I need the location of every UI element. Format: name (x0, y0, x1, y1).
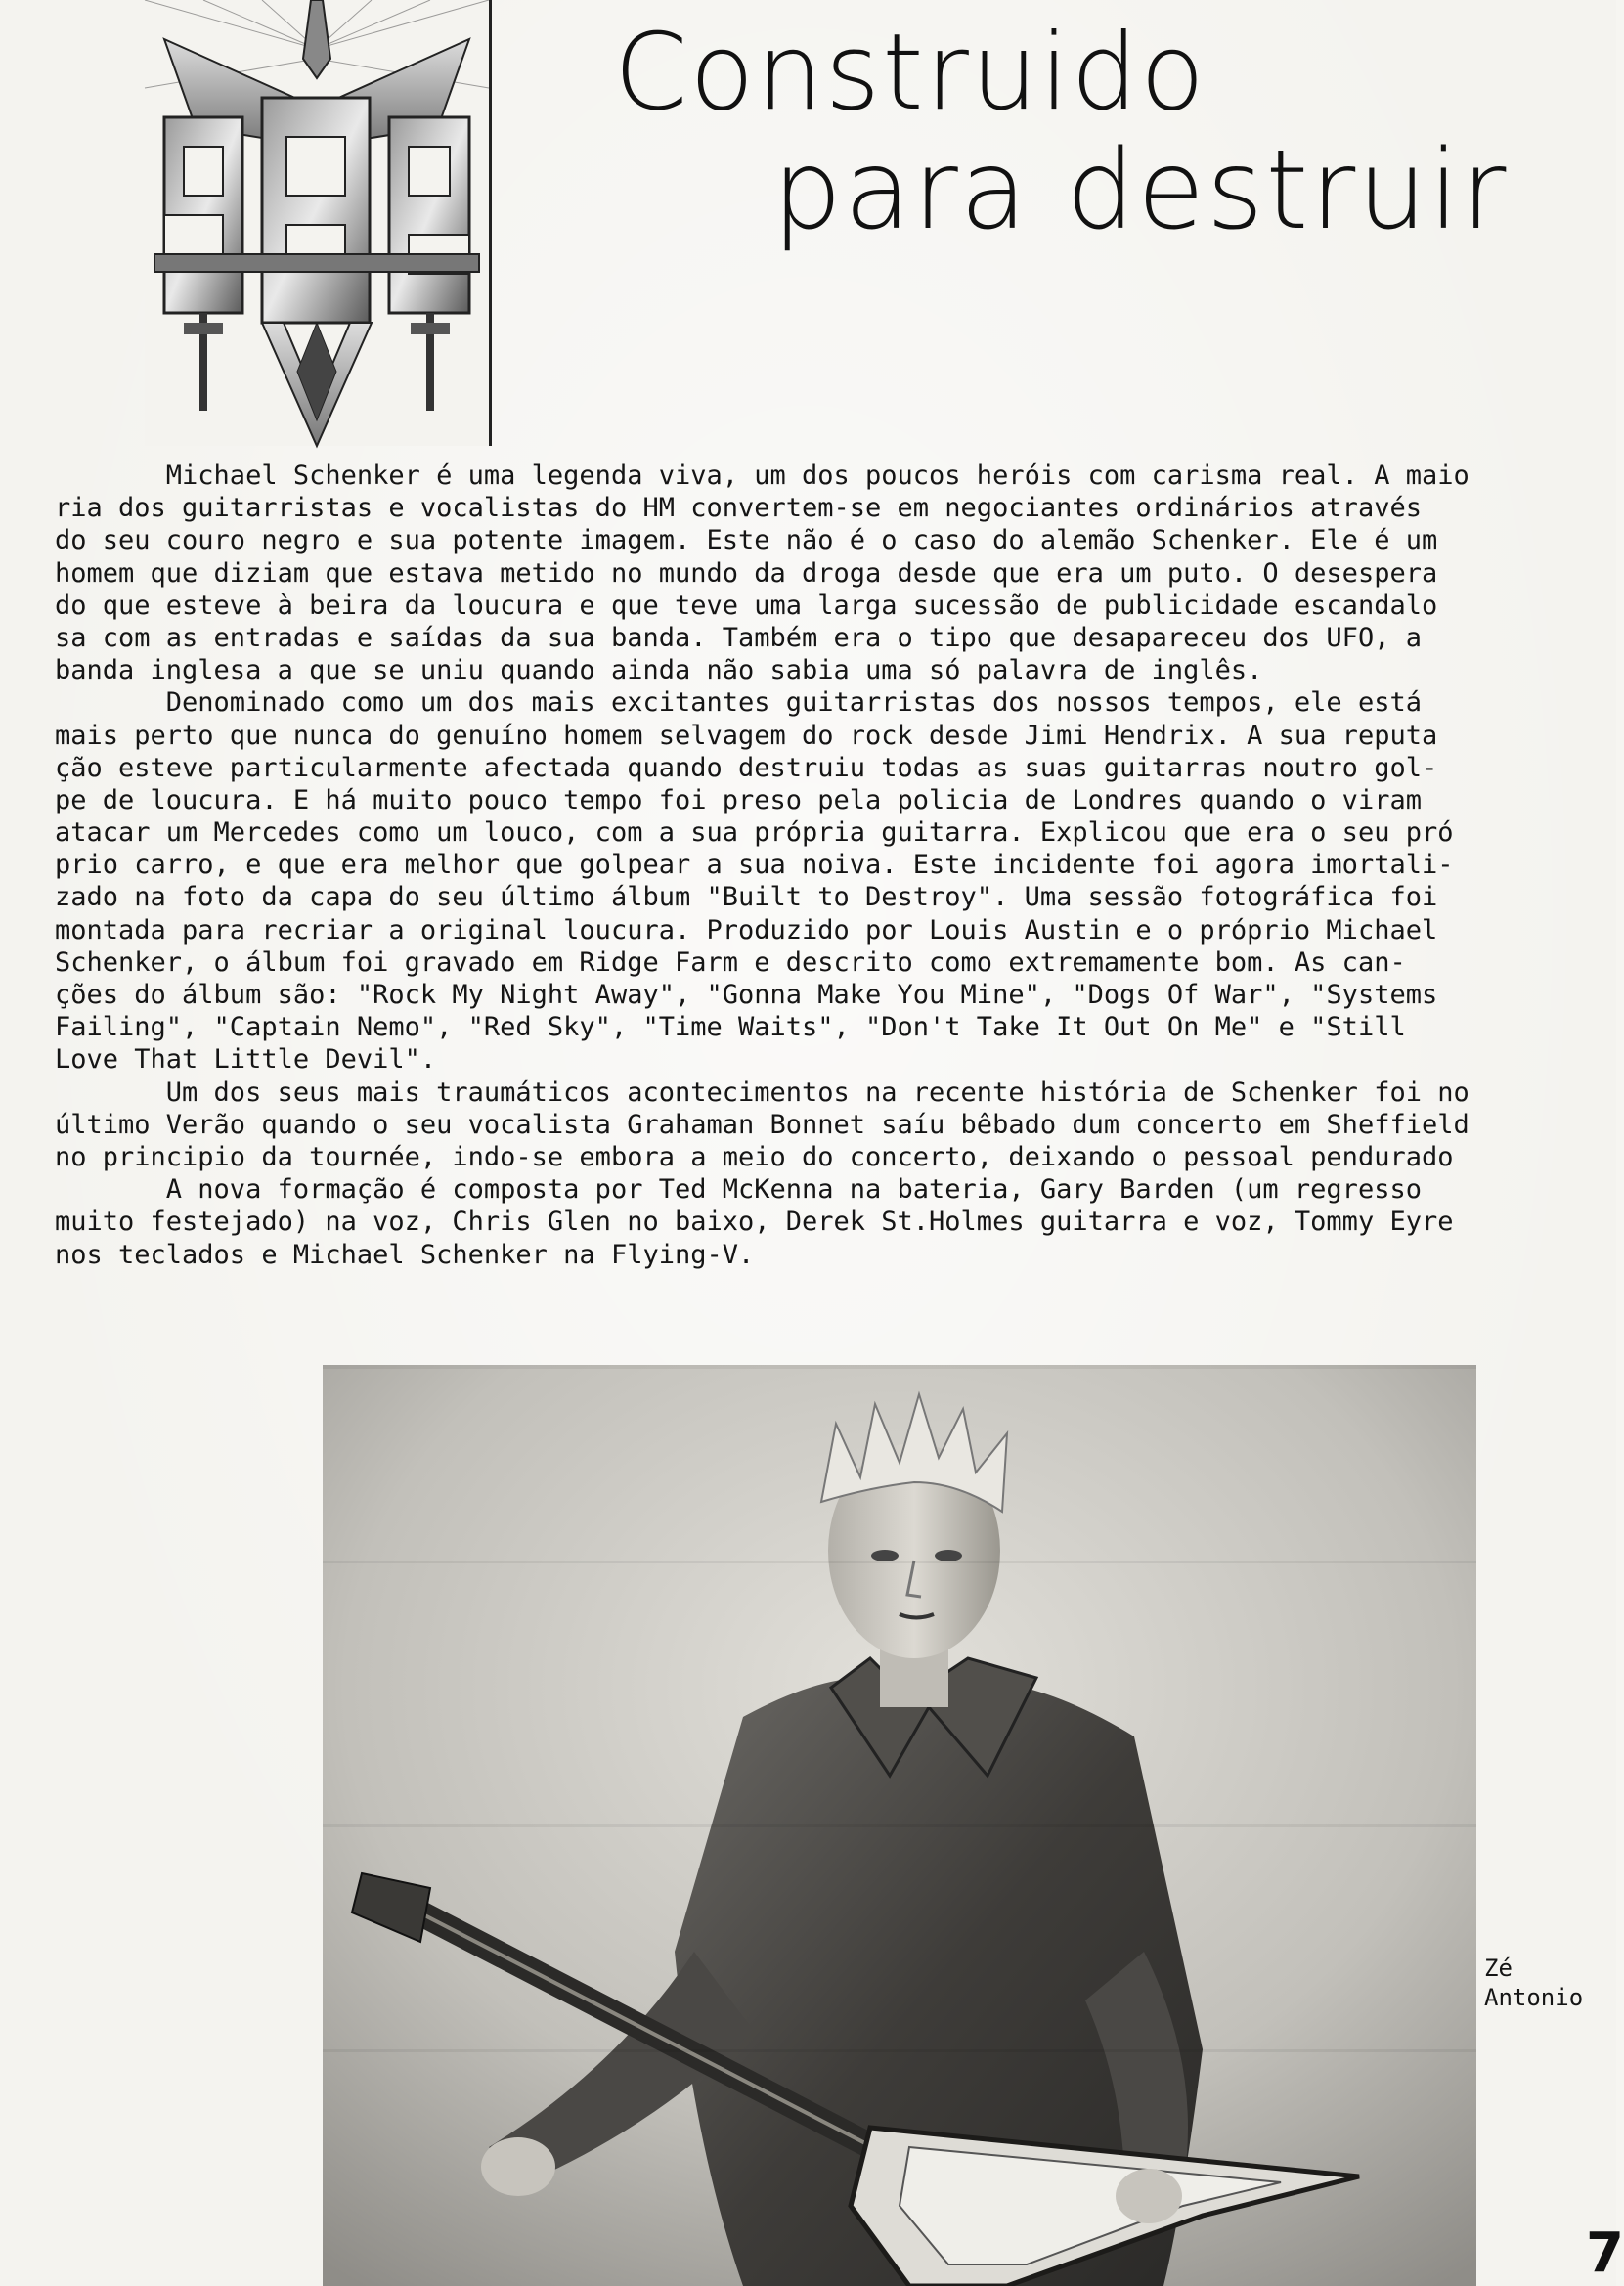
article-line: montada para recriar a original loucura. Produzido por Louis Austin e o próprio Michael (55, 914, 1438, 945)
article-line: ções do álbum são: "Rock My Night Away", "Gonna Make You Mine", "Dogs Of War", "Systems (55, 980, 1438, 1010)
photo-credit-line-1: Zé (1484, 1955, 1513, 1982)
msg-logo-graphic (145, 0, 489, 446)
photo-credit (1484, 1954, 1583, 2012)
article-line: homem que diziam que estava metido no mundo da droga desde que era um puto. O desespera (55, 557, 1438, 589)
article-line: atacar um Mercedes como um louco, com a sua própria guitarra. Explicou que era o seu pró (55, 817, 1454, 849)
article-body (55, 460, 1615, 1271)
article-line: ção esteve particularmente afectada quando destruiu todas as suas guitarras noutro gol- (55, 752, 1438, 783)
article-line: mais perto que nunca do genuíno homem selvagem do rock desde Jimi Hendrix. A sua reputa (55, 720, 1438, 751)
article-line: ria dos guitarristas e vocalistas do HM convertem-se em negociantes ordinários através (55, 493, 1422, 524)
article-line: muito festejado) na voz, Chris Glen no baixo, Derek St.Holmes guitarra e voz, Tommy Eyre (55, 1207, 1454, 1238)
article-line: Schenker, o álbum foi gravado em Ridge Farm e descrito como extremamente bom. As can- (55, 946, 1406, 978)
article-line: do seu couro negro e sua potente imagem. Este não é o caso do alemão Schenker. Ele é um (55, 525, 1438, 556)
article-title-line-2: para destruir (772, 127, 1509, 254)
article-line: pe de loucura. E há muito pouco tempo foi preso pela policia de Londres quando o viram (55, 784, 1422, 815)
article-line: Failing", "Captain Nemo", "Red Sky", "Time Waits", "Don't Take It Out On Me" e "Still (55, 1012, 1406, 1043)
article-line: Michael Schenker é uma legenda viva, um dos poucos heróis com carisma real. A maio (55, 461, 1470, 491)
article-line: prio carro, e que era melhor que golpear a sua noiva. Este incidente foi agora imortali- (55, 850, 1454, 881)
article-line: A nova formação é composta por Ted McKenna na bateria, Gary Barden (um regresso (55, 1174, 1422, 1206)
guitarist-photo-graphic (323, 1365, 1476, 2286)
article-line: Um dos seus mais traumáticos acontecimentos na recente história de Schenker foi no (55, 1077, 1470, 1108)
photo-credit-line-2: Antonio (1484, 1984, 1584, 2011)
article-title-line-1: Construido (614, 12, 1207, 134)
guitarist-photo (323, 1365, 1476, 2286)
page-number: 7 (1586, 2221, 1624, 2285)
article-line: banda inglesa a que se uniu quando ainda não sabia uma só palavra de inglês. (55, 655, 1263, 686)
article-line: Love That Little Devil". (55, 1044, 437, 1076)
article-line: sa com as entradas e saídas da sua banda. Também era o tipo que desapareceu dos UFO, a (55, 622, 1422, 653)
band-logo (145, 0, 492, 446)
article-line: no principio da tournée, indo-se embora a meio do concerto, deixando o pessoal pendurado (55, 1141, 1454, 1172)
article-line: nos teclados e Michael Schenker na Flying-V. (55, 1239, 755, 1270)
article-line: Denominado como um dos mais excitantes guitarristas dos nossos tempos, ele está (55, 687, 1422, 719)
article-line: zado na foto da capa do seu último álbum "Built to Destroy". Uma sessão fotográfica foi (55, 882, 1438, 913)
article-line: último Verão quando o seu vocalista Grahaman Bonnet saíu bêbado dum concerto em Sheffield (55, 1109, 1470, 1140)
article-line: do que esteve à beira da loucura e que teve uma larga sucessão de publicidade escandalo (55, 590, 1438, 621)
